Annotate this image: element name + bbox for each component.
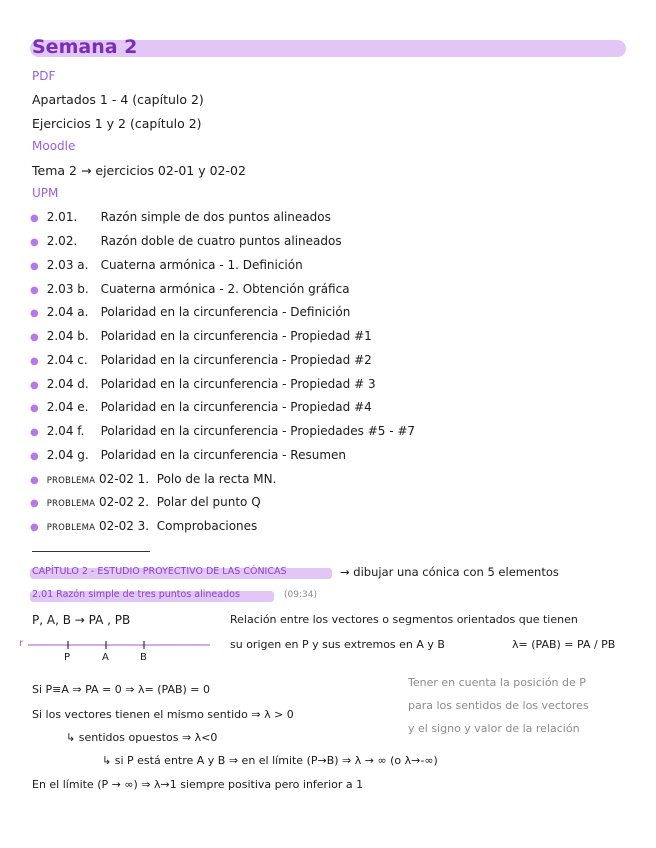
list-item: ● 2.04 f. Polaridad en la circunferencia - Propiedades #5 - #7: [30, 424, 416, 438]
relation-line-2: su origen en P y sus extremos en A y B: [230, 638, 445, 651]
section-upm-label: UPM: [32, 186, 59, 200]
list-item: ● 2.04 a. Polaridad en la circunferencia - Definición: [30, 305, 351, 319]
formula: λ= (PAB) = PA / PB: [512, 638, 616, 651]
bullet-icon: ●: [30, 475, 39, 486]
collinear-points-diagram: [18, 632, 218, 668]
list-item: ● 2.04 g. Polaridad en la circunferencia - Resumen: [30, 448, 347, 462]
axis-label-r: r: [19, 638, 24, 649]
bullet-icon: ●: [30, 332, 39, 343]
list-item: ● 2.03 a. Cuaterna armónica - 1. Definición: [30, 258, 303, 272]
point-label-b: B: [140, 652, 147, 663]
bullet-icon: ●: [30, 285, 39, 296]
moodle-line: Tema 2 → ejercicios 02-01 y 02-02: [32, 163, 246, 178]
bullet-icon: ●: [30, 427, 39, 438]
bullet-icon: ●: [30, 380, 39, 391]
section-moodle-label: Moodle: [32, 139, 76, 153]
reasoning-line-4: ↳ si P está entre A y B ⇒ en el límite (P→B) ⇒ λ → ∞ (o λ→-∞): [102, 754, 438, 767]
bullet-icon: ●: [30, 237, 39, 248]
reasoning-line-1: Si P≡A ⇒ PA = 0 ⇒ λ= (PAB) = 0: [32, 683, 211, 696]
bullet-icon: ●: [30, 522, 39, 533]
bullet-icon: ●: [30, 403, 39, 414]
reasoning-line-2: Si los vectores tienen el mismo sentido ⇒ λ > 0: [32, 708, 294, 721]
relation-line-1: Relación entre los vectores o segmentos orientados que tienen: [230, 613, 578, 626]
reasoning-line-5: En el límite (P → ∞) ⇒ λ→1 siempre positiva pero inferior a 1: [32, 778, 364, 791]
subheading: 2.01 Razón simple de tres puntos alineados: [32, 589, 240, 600]
bullet-icon: ●: [30, 213, 39, 224]
vector-line: P, A, B → PA , PB: [32, 613, 131, 627]
section-pdf-label: PDF: [32, 69, 56, 83]
chapter-heading: CAPÍTULO 2 - ESTUDIO PROYECTIVO DE LAS CÓNICAS: [32, 566, 287, 577]
problem-item: ● PROBLEMA 02-02 2. Polar del punto Q: [30, 495, 261, 509]
note-line-3: y el signo y valor de la relación: [408, 722, 580, 735]
list-item: ● 2.04 b. Polaridad en la circunferencia - Propiedad #1: [30, 329, 372, 343]
bullet-icon: ●: [30, 451, 39, 462]
pdf-line-2: Ejercicios 1 y 2 (capítulo 2): [32, 116, 202, 131]
note-line-1: Tener en cuenta la posición de P: [408, 676, 586, 689]
bullet-icon: ●: [30, 308, 39, 319]
timestamp: (09:34): [284, 590, 317, 600]
bullet-icon: ●: [30, 356, 39, 367]
divider: [32, 551, 150, 552]
bullet-icon: ●: [30, 498, 39, 509]
chapter-heading-tail: → dibujar una cónica con 5 elementos: [340, 565, 559, 579]
problem-item: ● PROBLEMA 02-02 1. Polo de la recta MN.: [30, 472, 277, 486]
list-item: ● 2.04 c. Polaridad en la circunferencia - Propiedad #2: [30, 353, 372, 367]
pdf-line-1: Apartados 1 - 4 (capítulo 2): [32, 92, 204, 107]
point-label-p: P: [64, 652, 71, 663]
list-item: ● 2.03 b. Cuaterna armónica - 2. Obtención gráfica: [30, 282, 350, 296]
list-item: ● 2.02. Razón doble de cuatro puntos alineados: [30, 234, 342, 248]
list-item: ● 2.01. Razón simple de dos puntos alineados: [30, 210, 331, 224]
list-item: ● 2.04 d. Polaridad en la circunferencia - Propiedad # 3: [30, 377, 376, 391]
page-title: Semana 2: [32, 36, 138, 58]
list-item: ● 2.04 e. Polaridad en la circunferencia - Propiedad #4: [30, 400, 372, 414]
point-label-a: A: [102, 652, 109, 663]
problem-item: ● PROBLEMA 02-02 3. Comprobaciones: [30, 519, 258, 533]
note-line-2: para los sentidos de los vectores: [408, 699, 589, 712]
bullet-icon: ●: [30, 261, 39, 272]
reasoning-line-3: ↳ sentidos opuestos ⇒ λ<0: [66, 731, 218, 744]
